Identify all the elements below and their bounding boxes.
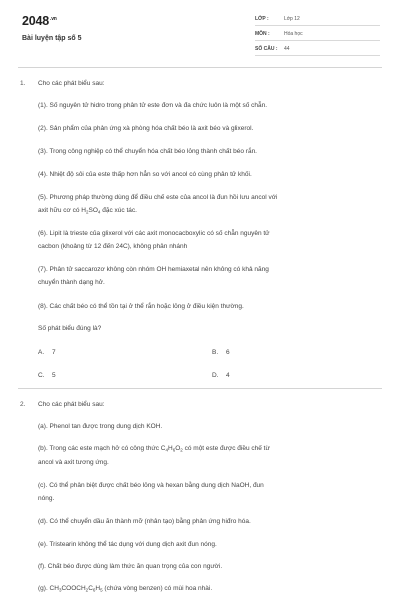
q2-statement-c-cont: nóng. <box>38 495 55 502</box>
q1-statement-5-cont: axit hữu cơ có $H_2SO_4$ đặc xúc tác. <box>38 207 137 215</box>
q2-statement-a: (a). Phenol tan được trong dung dịch KOH. <box>38 423 163 430</box>
meta-count-key: SỐ CÂU : <box>255 46 278 52</box>
option-d-value: 4 <box>226 372 230 379</box>
option-a-letter: A. <box>38 349 45 356</box>
site-logo[interactable]: $2048^{.vn}$ <box>22 14 57 28</box>
divider <box>18 67 382 68</box>
question-1-prompt: Cho các phát biểu sau: <box>38 80 105 87</box>
meta-count <box>255 44 380 56</box>
question-2-number: 2. <box>20 401 26 408</box>
meta-subject <box>255 29 380 41</box>
option-a[interactable] <box>38 349 56 356</box>
meta-count-value: 44 <box>284 46 290 52</box>
option-c[interactable] <box>38 372 56 379</box>
page-title: Bài luyện tập số 5 <box>22 35 82 42</box>
q1-statement-7: (7). Phân tử saccarozơ không còn nhóm OH hemiaxetal nên không có khả năng <box>38 266 269 273</box>
q2-statement-d: (d). Có thể chuyển dầu ăn thành mỡ (nhân tạo) bằng phản ứng hiđro hóa. <box>38 518 251 525</box>
meta-class-value: Lớp 12 <box>284 16 300 22</box>
q1-statement-6-cont: cacbon (khoảng từ 12 đến 24C), không phân nhánh <box>38 243 188 250</box>
option-d-letter: D. <box>212 372 219 379</box>
q1-statement-2: (2). Sản phẩm của phản ứng xà phòng hóa chất béo là axit béo và glixerol. <box>38 125 254 132</box>
option-b-value: 6 <box>226 349 230 356</box>
q1-statement-1: (1). Số nguyên tử hidro trong phân tử este đơn và đa chức luôn là một số chẵn. <box>38 102 268 109</box>
question-2-prompt: Cho các phát biểu sau: <box>38 401 105 408</box>
q1-statement-4: (4). Nhiệt độ sôi của este thấp hơn hẳn so với ancol có cùng phân tử khối. <box>38 171 252 178</box>
q2-statement-b-cont: ancol và axit tương ứng. <box>38 459 109 466</box>
option-b-letter: B. <box>212 349 219 356</box>
option-d[interactable] <box>212 372 230 379</box>
q2-statement-c: (c). Có thể phân biệt được chất béo lỏng và hexan bằng dung dịch NaOH, đun <box>38 482 264 489</box>
option-c-letter: C. <box>38 372 45 379</box>
option-b[interactable] <box>212 349 230 356</box>
meta-subject-key: MÔN : <box>255 31 270 37</box>
meta-class <box>255 14 380 26</box>
question-1-ask: Số phát biểu đúng là? <box>38 325 102 332</box>
q1-statement-5: (5). Phương pháp thường dùng để điều chế este của ancol là đun hồi lưu ancol với <box>38 194 278 201</box>
meta-class-key: LỚP : <box>255 16 269 22</box>
option-a-value: 7 <box>52 349 56 356</box>
meta-subject-value: Hóa học <box>284 31 303 37</box>
question-1-number: 1. <box>20 80 26 87</box>
q1-statement-8: (8). Các chất béo có thể tồn tại ở thể rắn hoặc lỏng ở điều kiện thường. <box>38 303 244 310</box>
q2-statement-g: (g). $CH_3COOCH_2C_6H_5$ (chứa vòng benzen) có mùi hoa nhài. <box>38 585 213 593</box>
divider <box>18 388 382 389</box>
q2-statement-b: (b). Trong các este mạch hở có công thức $C_4H_6O_2$ có một este được điều chế từ <box>38 445 270 453</box>
q1-statement-3: (3). Trong công nghiệp có thể chuyển hóa chất béo lỏng thành chất béo rắn. <box>38 148 257 155</box>
q1-statement-6: (6). Lipit là trieste của glixerol với các axit monocacboxylic có số chẵn nguyên tử <box>38 230 270 237</box>
q2-statement-f: (f). Chất béo được dùng làm thức ăn quan trọng của con người. <box>38 563 223 570</box>
q2-statement-e: (e). Tristearin không thể tác dụng với dung dịch axit đun nóng. <box>38 541 217 548</box>
q1-statement-7-cont: chuyển thành dạng hở. <box>38 279 105 286</box>
option-c-value: 5 <box>52 372 56 379</box>
